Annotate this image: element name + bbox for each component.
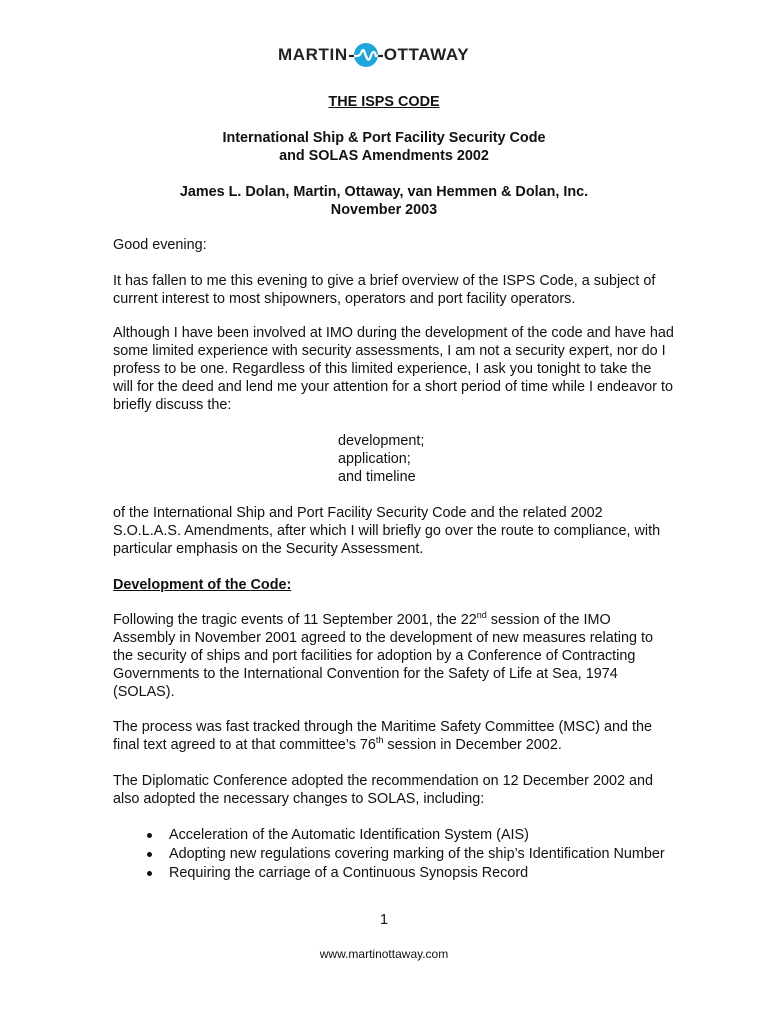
indented-topic-list <box>338 432 424 486</box>
list-item-text: Requiring the carriage of a Continuous Synopsis Record <box>169 865 529 881</box>
list-item-text: Acceleration of the Automatic Identification System (AIS) <box>169 827 529 843</box>
paragraph-line: also adopted the necessary changes to SOLAS, including: <box>113 791 485 807</box>
section-heading-development: Development of the Code: <box>113 577 292 593</box>
paragraph-events <box>113 611 713 701</box>
paragraph-involvement <box>113 324 713 414</box>
list-item <box>113 845 665 864</box>
bullet-icon <box>147 833 152 838</box>
logo-text-left: MARTIN <box>278 45 348 64</box>
paragraph-line: will for the deed and lend me your attention for a short period of time while I endeavor to <box>113 379 673 395</box>
bullet-icon <box>147 852 152 857</box>
paragraph-line: particular emphasis on the Security Assessment. <box>113 541 424 557</box>
paragraph-line: (SOLAS). <box>113 684 175 700</box>
logo-wave-icon <box>349 40 383 70</box>
greeting <box>113 236 713 254</box>
paragraph-line: The process was fast tracked through the Maritime Safety Committee (MSC) and the <box>113 719 653 735</box>
paragraph-conference <box>113 772 713 808</box>
paragraph-line: of the International Ship and Port Facility Security Code and the related 2002 <box>113 505 603 521</box>
date-line: November 2003 <box>330 202 438 218</box>
text-fragment: session in December 2002. <box>383 737 562 753</box>
paragraph-line: some limited experience with security assessments, I am not a security expert, nor do I <box>113 343 666 359</box>
paragraph-process <box>113 718 713 754</box>
company-logo <box>278 40 492 70</box>
subtitle-line-2: and SOLAS Amendments 2002 <box>279 148 489 164</box>
paragraph-line: the security of ships and port facilities for adoption by a Conference of Contracting <box>113 648 636 664</box>
subtitle-line-1: International Ship & Port Facility Security Code <box>222 130 546 146</box>
paragraph-line: Governments to the International Convention for the Safety of Life at Sea, 1974 <box>113 666 618 682</box>
list-item <box>113 826 665 845</box>
paragraph-line: S.O.L.A.S. Amendments, after which I will briefly go over the route to compliance, with <box>113 523 661 539</box>
superscript: th <box>375 735 384 745</box>
paragraph-scope <box>113 504 713 558</box>
list-item <box>113 864 665 883</box>
document-title: THE ISPS CODE <box>328 94 440 110</box>
topic-item: development; <box>338 433 425 449</box>
author-line: James L. Dolan, Martin, Ottaway, van Hemmen & Dolan, Inc. <box>179 184 589 200</box>
text-fragment: session of the IMO <box>486 612 611 628</box>
paragraph-line <box>113 736 713 754</box>
paragraph-line: profess to be one. Regardless of this limited experience, I ask you tonight to take the <box>113 361 652 377</box>
paragraph-intro <box>113 272 713 308</box>
topic-item: application; <box>338 451 411 467</box>
paragraph-line: Assembly in November 2001 agreed to the development of new measures relating to <box>113 630 653 646</box>
topic-item: and timeline <box>338 469 416 485</box>
footer-url: www.martinottaway.com <box>319 947 449 961</box>
solas-changes-list <box>113 826 665 883</box>
superscript: nd <box>476 610 487 620</box>
paragraph-line: The Diplomatic Conference adopted the recommendation on 12 December 2002 and <box>113 773 653 789</box>
paragraph-line <box>113 611 713 629</box>
paragraph-line: It has fallen to me this evening to give a brief overview of the ISPS Code, a subject of <box>113 273 656 289</box>
bullet-icon <box>147 871 152 876</box>
page-number: 1 <box>379 912 388 928</box>
logo-text-right: OTTAWAY <box>383 45 470 64</box>
paragraph-line: current interest to most shipowners, operators and port facility operators. <box>113 291 576 307</box>
text-fragment: final text agreed to at that committee’s 76 <box>113 737 376 753</box>
paragraph-line: Although I have been involved at IMO during the development of the code and have had <box>113 325 674 341</box>
list-item-text: Adopting new regulations covering marking of the ship’s Identification Number <box>169 846 665 862</box>
text-fragment: Following the tragic events of 11 September 2001, the 22 <box>113 612 477 628</box>
greeting-text: Good evening: <box>113 237 207 253</box>
paragraph-line: briefly discuss the: <box>113 397 232 413</box>
